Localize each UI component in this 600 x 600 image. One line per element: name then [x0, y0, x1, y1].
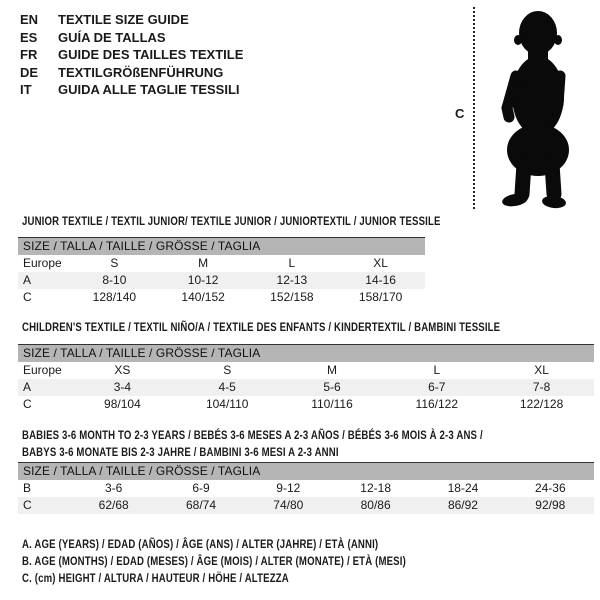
table-cell: M — [326, 363, 337, 377]
lang-text: GUÍA DE TALLAS — [58, 29, 166, 45]
legend-line-c: C. (cm) HEIGHT / ALTURA / HAUTEUR / HÖHE / ALTEZZA — [22, 571, 289, 585]
babies-size-table — [18, 462, 594, 514]
lang-text: GUIDE DES TAILLES TEXTILE — [58, 47, 244, 62]
lang-text: TEXTILGRÖßENFÜHRUNG — [58, 64, 224, 80]
babies-section-title-line1: BABIES 3-6 MONTH TO 2-3 YEARS / BEBÉS 3-6 MESES A 2-3 AÑOS / BÉBÉS 3-6 MOIS À 2-3 ANS / — [22, 428, 483, 442]
table-cell: S — [110, 256, 119, 270]
table-cell: 158/170 — [358, 290, 403, 304]
row-label: C — [23, 397, 32, 411]
legend-line-b: B. AGE (MONTHS) / EDAD (MESES) / ÂGE (MOIS) / ALTER (MONATE) / ETÀ (MESI) — [22, 554, 406, 568]
table-row — [18, 379, 594, 396]
table-cell: 140/152 — [181, 290, 225, 304]
table-cell: 5-6 — [323, 380, 341, 394]
lang-row-it — [20, 81, 243, 99]
lang-row-fr — [20, 46, 243, 64]
table-cell: 98/104 — [104, 397, 141, 411]
junior-size-table — [18, 237, 425, 306]
table-cell: 10-12 — [187, 273, 219, 287]
children-section-title: CHILDREN'S TEXTILE / TEXTIL NIÑO/A / TEXTILE DES ENFANTS / KINDERTEXTIL / BAMBINI TESSILE — [22, 320, 501, 334]
table-cell: 12-13 — [276, 273, 308, 287]
table-cell: 122/128 — [519, 397, 564, 411]
table-cell: 116/122 — [415, 397, 459, 411]
junior-section-title: JUNIOR TEXTILE / TEXTIL JUNIOR/ TEXTILE JUNIOR / JUNIORTEXTIL / JUNIOR TESSILE — [22, 214, 441, 228]
size-header-bar: SIZE / TALLA / TAILLE / GRÖSSE / TAGLIA — [18, 462, 594, 480]
row-label: C — [23, 290, 32, 304]
size-header-bar: SIZE / TALLA / TAILLE / GRÖSSE / TAGLIA — [18, 344, 594, 362]
lang-code: FR — [20, 47, 38, 62]
row-label: B — [23, 481, 32, 495]
row-label: C — [23, 498, 32, 512]
legend — [22, 536, 502, 587]
lang-text: TEXTILE SIZE GUIDE — [58, 12, 189, 27]
table-row — [18, 289, 425, 306]
size-header-bar: SIZE / TALLA / TAILLE / GRÖSSE / TAGLIA — [18, 237, 425, 255]
lang-row-de — [20, 64, 243, 82]
table-cell: 12-18 — [360, 481, 391, 495]
table-cell: L — [433, 363, 441, 377]
table-cell: 92/98 — [535, 498, 566, 512]
table-row — [18, 272, 425, 289]
lang-code: DE — [20, 64, 39, 80]
table-cell: L — [288, 256, 296, 270]
table-cell: XL — [373, 256, 388, 270]
table-row — [18, 255, 425, 272]
table-cell: 62/68 — [98, 498, 129, 512]
table-cell: M — [198, 256, 209, 270]
children-size-table — [18, 344, 594, 413]
lang-text: GUIDA ALLE TAGLIE TESSILI — [58, 82, 240, 97]
table-cell: 3-6 — [104, 481, 123, 495]
table-row — [18, 362, 594, 379]
lang-code: IT — [20, 82, 32, 97]
row-label: A — [23, 380, 32, 394]
language-header — [20, 11, 243, 99]
height-measure-label: C — [455, 106, 465, 121]
table-cell: 14-16 — [365, 273, 396, 287]
lang-row-es — [20, 29, 243, 47]
table-cell: 128/140 — [92, 290, 137, 304]
table-cell: 24-36 — [534, 481, 566, 495]
table-cell: 9-12 — [276, 481, 301, 495]
legend-line-a: A. AGE (YEARS) / EDAD (AÑOS) / ÂGE (ANS) / ALTER (JAHRE) / ETÀ (ANNI) — [22, 537, 379, 551]
table-row — [18, 497, 594, 514]
lang-row-en — [20, 11, 243, 29]
lang-code: EN — [20, 12, 39, 27]
table-cell: S — [223, 363, 232, 377]
table-cell: 80/86 — [360, 498, 391, 512]
table-cell: XL — [534, 363, 549, 377]
table-cell: XS — [114, 363, 131, 377]
babies-section-title-line2: BABYS 3-6 MONATE BIS 2-3 JAHRE / BAMBINI 3-6 MESI A 2-3 ANNI — [22, 445, 339, 459]
height-measure-line — [473, 7, 475, 209]
table-cell: 74/80 — [273, 498, 304, 512]
toddler-silhouette-image — [496, 8, 584, 210]
table-cell: 4-5 — [218, 380, 236, 394]
table-cell: 86/92 — [447, 498, 478, 512]
row-label: A — [23, 273, 32, 287]
table-cell: 3-4 — [113, 380, 132, 394]
table-cell: 6-9 — [192, 481, 210, 495]
table-cell: 110/116 — [311, 397, 353, 411]
row-label: Europe — [23, 256, 62, 270]
table-row — [18, 396, 594, 413]
table-cell: 8-10 — [102, 273, 127, 287]
table-cell: 68/74 — [185, 498, 216, 512]
table-cell: 18-24 — [447, 481, 479, 495]
table-row — [18, 480, 594, 497]
lang-code: ES — [20, 29, 38, 45]
row-label: Europe — [23, 363, 62, 377]
table-cell: 6-7 — [428, 380, 446, 394]
table-cell: 152/158 — [270, 290, 314, 304]
table-cell: 7-8 — [532, 380, 551, 394]
table-cell: 104/110 — [205, 397, 249, 411]
